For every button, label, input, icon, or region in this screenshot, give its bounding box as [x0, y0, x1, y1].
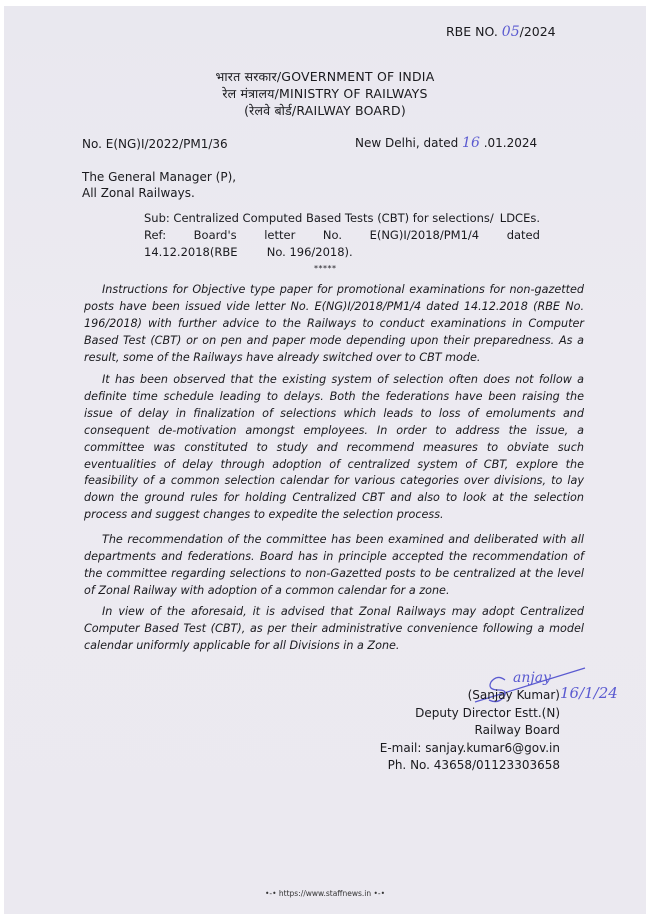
separator-stars: *****	[314, 264, 337, 273]
date-handwritten-day: 16	[462, 135, 480, 151]
signatory-phone: Ph. No. 43658/01123303658	[387, 758, 560, 772]
footer-link[interactable]: •-• https://www.staffnews.in •-•	[264, 889, 386, 898]
rbe-handwritten-number: 05	[501, 24, 520, 40]
signature-block	[380, 687, 560, 775]
reference-number: No. E(NG)I/2022/PM1/36	[82, 137, 228, 151]
rbe-number	[446, 24, 556, 40]
reference-line	[144, 228, 540, 242]
reference-line3: 14.12.2018(RBE No. 196/2018).	[144, 245, 353, 259]
signatory-designation: Deputy Director Estt.(N)	[415, 705, 560, 720]
rbe-prefix: RBE NO.	[446, 24, 498, 39]
date-line	[355, 135, 537, 151]
ref-word: dated	[506, 228, 540, 242]
ref-word: Board's	[193, 228, 237, 242]
header-board: (रेलवे बोर्ड/RAILWAY BOARD)	[244, 103, 406, 118]
date-prefix: New Delhi, dated	[355, 136, 459, 150]
date-suffix: .01.2024	[483, 136, 538, 150]
rbe-suffix: /2024	[519, 24, 556, 39]
subject-text: Sub: Centralized Computed Based Tests (CBT) for selections/	[144, 211, 494, 225]
ref-word: Ref:	[144, 228, 167, 242]
signatory-email: E-mail: sanjay.kumar6@gov.in	[379, 740, 560, 755]
paragraph-3: The recommendation of the committee has been examined and deliberated with all departments and federations. Board has in principle accepted the recommendation of the committee regarding selections to non-Gazetted posts to be centralized at the level of Zonal Railway with adoption of a common calendar for a zone.	[84, 533, 584, 597]
svg-text:anjay: anjay	[513, 670, 551, 686]
subject-line	[144, 211, 540, 225]
ref-word: letter	[264, 228, 296, 242]
svg-text:16/1/24: 16/1/24	[560, 684, 618, 702]
header-government: भारत सरकार/GOVERNMENT OF INDIA	[215, 69, 435, 84]
signatory-office: Railway Board	[474, 723, 560, 737]
header-ministry: रेल मंत्रालय/MINISTRY OF RAILWAYS	[222, 86, 428, 101]
addressee-line1: The General Manager (P),	[82, 170, 237, 184]
ref-word: No.	[322, 228, 342, 242]
signatory-name: (Sanjay Kumar)	[467, 688, 560, 702]
addressee-line2: All Zonal Railways.	[82, 186, 195, 200]
paragraph-2: It has been observed that the existing system of selection often does not follow a definite time schedule leading to delays. Both the federations have been raising the issue of delay in finalization of selections which leads to loss of emoluments and consequent de-motivation amongst employees. In order to address the issue, a committee was constituted to study and recommend measures to obviate such eventualities of delay through adoption of centralized system of CBT, explore the feasibility of a common selection calendar for various categories over divisions, to lay down the ground rules for holding Centralized CBT and also to look at the selection process and suggest changes to expedite the selection process.	[84, 373, 584, 522]
subject-end: LDCEs.	[499, 211, 540, 225]
paragraph-4: In view of the aforesaid, it is advised that Zonal Railways may adopt Centralized Computer Based Test (CBT), as per their administrative convenience following a model calendar uniformly applicable for all Divisions in a Zone.	[84, 605, 584, 652]
paragraph-1: Instructions for Objective type paper for promotional examinations for non-gazetted posts have been issued vide letter No. E(NG)I/2018/PM1/4 dated 14.12.2018 (RBE No. 196/2018) with further advice to the Railways to conduct examinations in Computer Based Test (CBT) or on pen and paper mode depending upon their preparedness. As a result, some of the Railways have already switched over to CBT mode.	[84, 283, 584, 364]
ref-word: E(NG)I/2018/PM1/4	[369, 228, 480, 242]
